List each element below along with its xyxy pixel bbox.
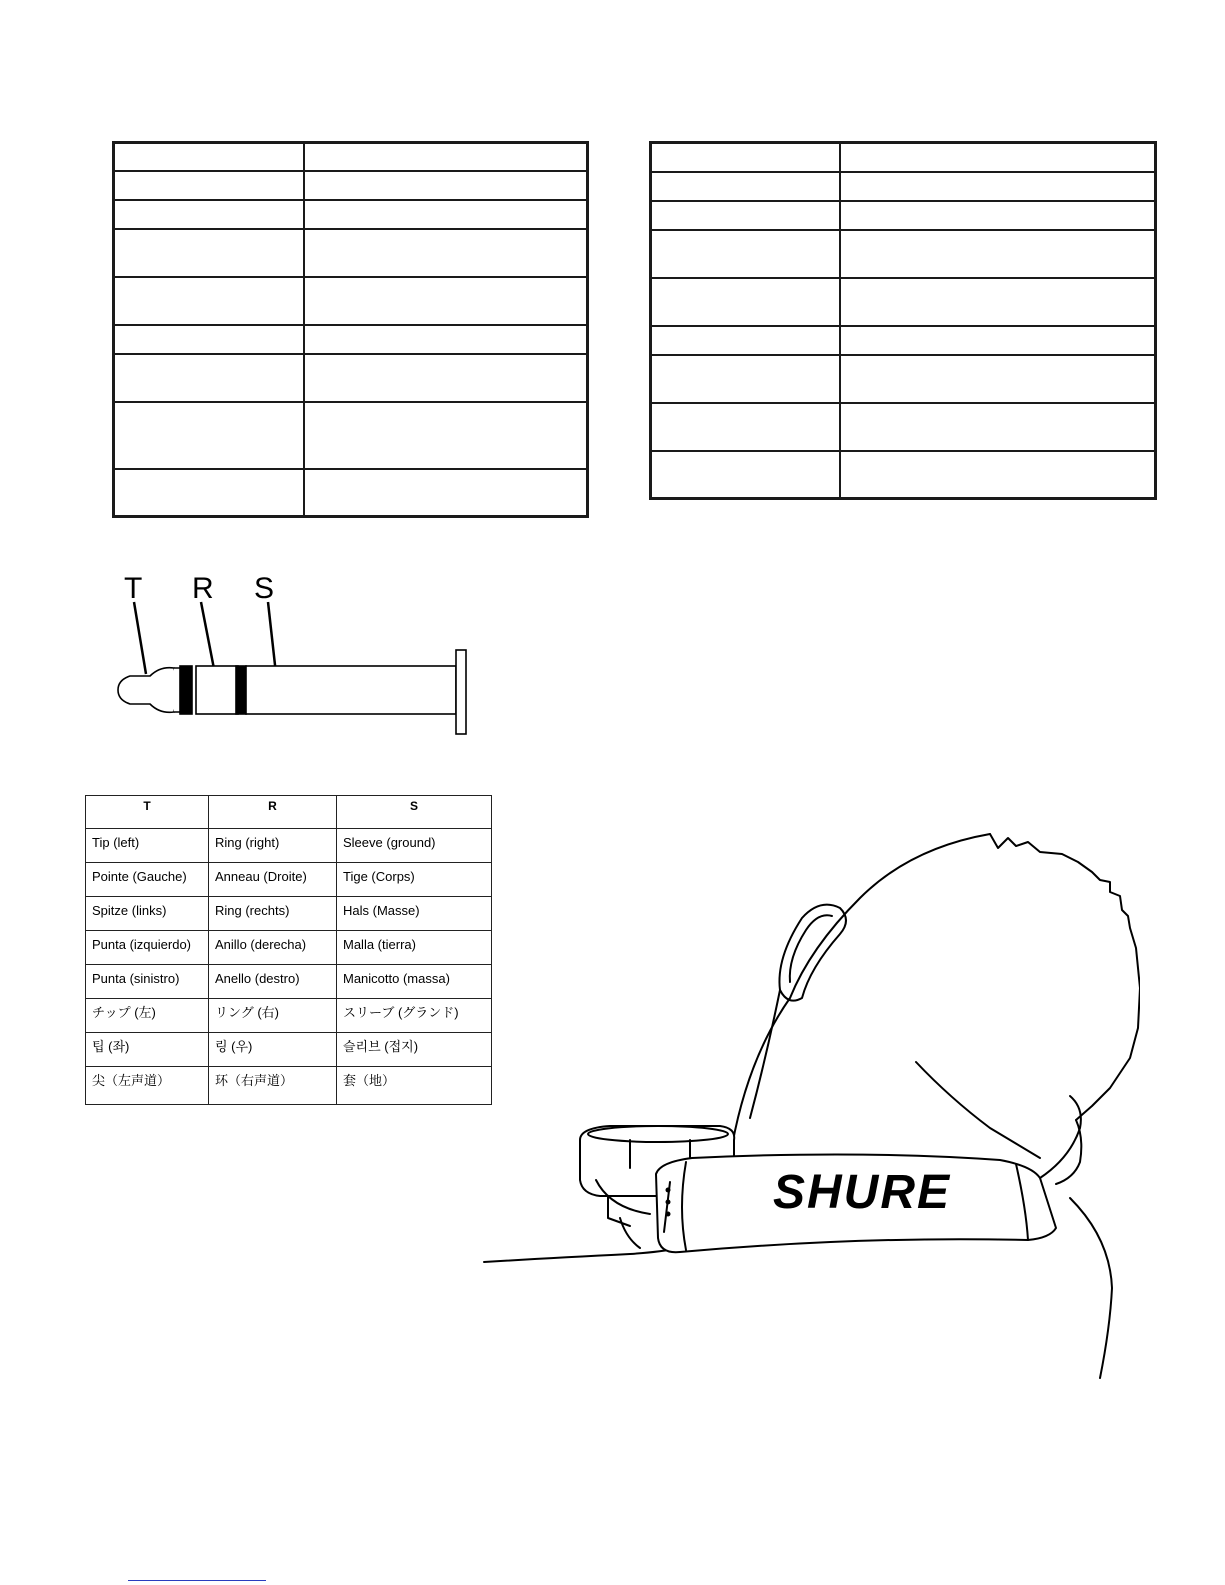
cell-sleeve: Hals (Masse) (337, 897, 492, 931)
trs-connection-table (85, 795, 492, 1105)
head-outline (990, 834, 1140, 1120)
cell-tip: Pointe (Gauche) (86, 863, 209, 897)
cell-sleeve: 슬리브 (접지) (337, 1033, 492, 1067)
sleeve-label: S (254, 572, 275, 605)
cell-sleeve: Sleeve (ground) (337, 829, 492, 863)
cell-sleeve: Tige (Corps) (337, 863, 492, 897)
footer-rule (128, 1580, 266, 1581)
neck-outline (1070, 1198, 1112, 1378)
cell-tip: Tip (left) (86, 829, 209, 863)
spec-table-right (649, 141, 1157, 500)
ring-pointer (201, 602, 215, 674)
cell-ring: Anneau (Droite) (209, 863, 337, 897)
table-row (86, 829, 492, 863)
cell-ring: Anello (destro) (209, 965, 337, 999)
cell-ring: Anillo (derecha) (209, 931, 337, 965)
cell-tip: 尖（左声道） (86, 1067, 209, 1105)
cell-ring: Ring (rechts) (209, 897, 337, 931)
header-ring: R (209, 796, 337, 829)
headband-arc (1040, 1096, 1081, 1178)
cell-tip: 팁 (좌) (86, 1033, 209, 1067)
table-row (86, 863, 492, 897)
table-row (86, 931, 492, 965)
ring-label: R (192, 572, 214, 605)
table-row (86, 999, 492, 1033)
cell-tip: Punta (izquierdo) (86, 931, 209, 965)
cell-ring: Ring (right) (209, 829, 337, 863)
table-row (86, 965, 492, 999)
shure-logo: SHURE (772, 1166, 952, 1219)
head-front-outline (732, 834, 990, 1146)
header-tip: T (86, 796, 209, 829)
cell-sleeve: 套（地） (337, 1067, 492, 1105)
trs-plug-diagram (110, 568, 490, 743)
jaw-line (916, 1062, 1040, 1158)
table-row (86, 897, 492, 931)
cell-ring: 링 (우) (209, 1033, 337, 1067)
cell-ring: 环（右声道） (209, 1067, 337, 1105)
cell-tip: チップ (左) (86, 999, 209, 1033)
tip-label: T (124, 572, 143, 605)
spec-table-left (112, 141, 589, 518)
plug-body (118, 650, 466, 734)
ear-outline (779, 905, 846, 1001)
sleeve-pointer (268, 602, 276, 674)
cell-tip: Spitze (links) (86, 897, 209, 931)
cell-ring: リング (右) (209, 999, 337, 1033)
tip-pointer (134, 602, 146, 674)
cell-sleeve: Manicotto (massa) (337, 965, 492, 999)
table-row (86, 1067, 492, 1105)
cell-sleeve: Malla (tierra) (337, 931, 492, 965)
cell-tip: Punta (sinistro) (86, 965, 209, 999)
shoulder-line (484, 1248, 680, 1262)
header-sleeve: S (337, 796, 492, 829)
headphone-illustration (480, 828, 1140, 1388)
cell-sleeve: スリーブ (グランド) (337, 999, 492, 1033)
table-row (86, 1033, 492, 1067)
